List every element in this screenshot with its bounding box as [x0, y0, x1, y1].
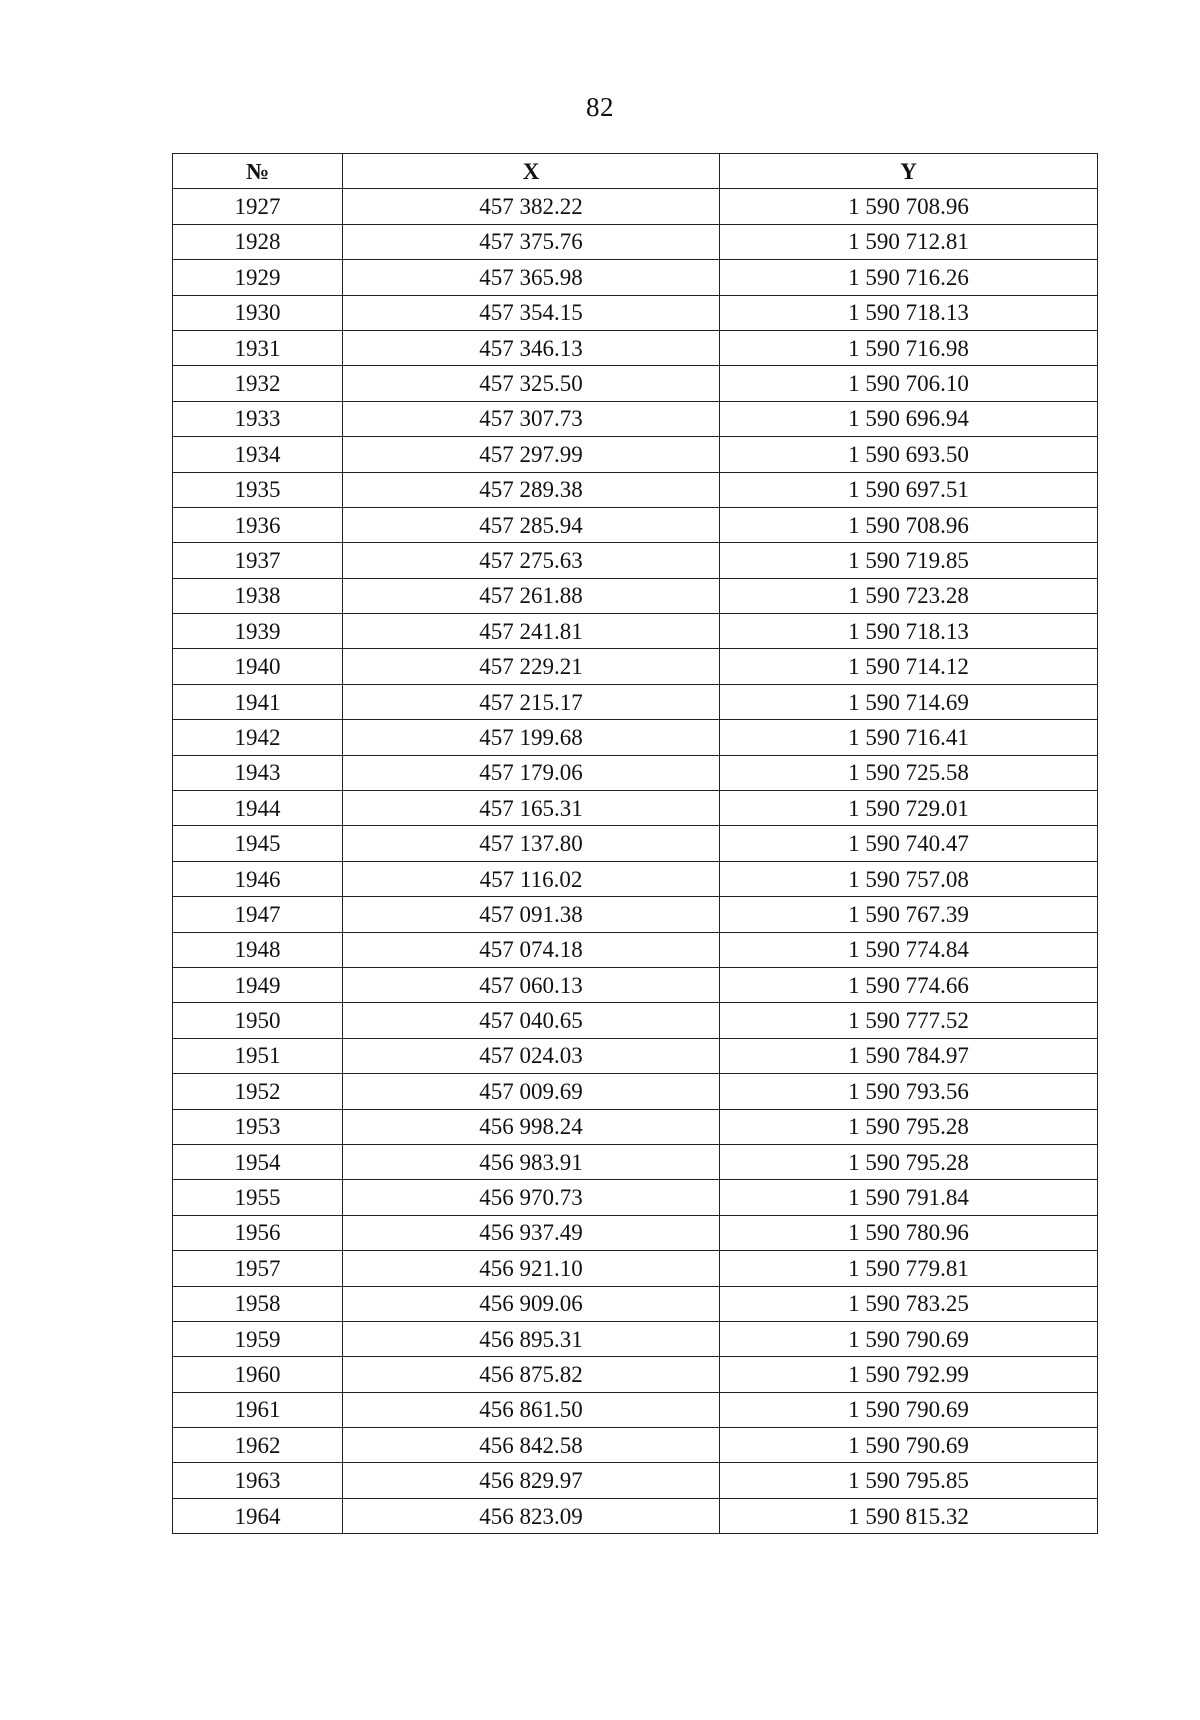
table-row — [173, 1321, 1098, 1356]
table-row — [173, 401, 1098, 436]
y-coordinate-cell: 1 590 777.52 — [720, 1003, 1098, 1038]
x-coordinate-cell: 457 241.81 — [343, 614, 720, 649]
point-number-cell: 1946 — [173, 861, 343, 896]
point-number-cell: 1929 — [173, 260, 343, 295]
y-coordinate-cell: 1 590 693.50 — [720, 437, 1098, 472]
point-number-cell: 1963 — [173, 1463, 343, 1498]
x-coordinate-cell: 457 165.31 — [343, 791, 720, 826]
x-coordinate-cell: 457 289.38 — [343, 472, 720, 507]
table-row — [173, 932, 1098, 967]
x-coordinate-cell: 456 829.97 — [343, 1463, 720, 1498]
y-coordinate-cell: 1 590 725.58 — [720, 755, 1098, 790]
x-coordinate-cell: 456 895.31 — [343, 1321, 720, 1356]
table-row — [173, 1428, 1098, 1463]
x-coordinate-cell: 456 842.58 — [343, 1428, 720, 1463]
y-coordinate-cell: 1 590 716.26 — [720, 260, 1098, 295]
x-coordinate-cell: 456 861.50 — [343, 1392, 720, 1427]
point-number-cell: 1927 — [173, 189, 343, 224]
x-coordinate-cell: 457 179.06 — [343, 755, 720, 790]
y-coordinate-cell: 1 590 790.69 — [720, 1392, 1098, 1427]
point-number-cell: 1957 — [173, 1251, 343, 1286]
table-row — [173, 1038, 1098, 1073]
point-number-cell: 1956 — [173, 1215, 343, 1250]
table-row — [173, 1251, 1098, 1286]
x-coordinate-cell: 457 091.38 — [343, 897, 720, 932]
table-row — [173, 1392, 1098, 1427]
table-row — [173, 1144, 1098, 1179]
point-number-cell: 1940 — [173, 649, 343, 684]
y-coordinate-cell: 1 590 815.32 — [720, 1498, 1098, 1533]
x-coordinate-cell: 457 382.22 — [343, 189, 720, 224]
x-coordinate-cell: 457 285.94 — [343, 507, 720, 542]
point-number-cell: 1952 — [173, 1074, 343, 1109]
point-number-cell: 1942 — [173, 720, 343, 755]
y-coordinate-cell: 1 590 780.96 — [720, 1215, 1098, 1250]
point-number-cell: 1939 — [173, 614, 343, 649]
y-coordinate-cell: 1 590 729.01 — [720, 791, 1098, 826]
x-coordinate-cell: 457 024.03 — [343, 1038, 720, 1073]
table-row — [173, 224, 1098, 259]
point-number-cell: 1948 — [173, 932, 343, 967]
x-coordinate-cell: 457 375.76 — [343, 224, 720, 259]
table-row — [173, 543, 1098, 578]
x-coordinate-cell: 457 365.98 — [343, 260, 720, 295]
y-coordinate-cell: 1 590 706.10 — [720, 366, 1098, 401]
x-coordinate-cell: 457 275.63 — [343, 543, 720, 578]
x-coordinate-cell: 457 009.69 — [343, 1074, 720, 1109]
point-number-cell: 1932 — [173, 366, 343, 401]
table-row — [173, 366, 1098, 401]
point-number-cell: 1943 — [173, 755, 343, 790]
table-row — [173, 861, 1098, 896]
y-coordinate-cell: 1 590 718.13 — [720, 614, 1098, 649]
y-coordinate-cell: 1 590 774.66 — [720, 967, 1098, 1002]
point-number-cell: 1931 — [173, 330, 343, 365]
point-number-cell: 1959 — [173, 1321, 343, 1356]
table-row — [173, 967, 1098, 1002]
table-row — [173, 1003, 1098, 1038]
point-number-cell: 1928 — [173, 224, 343, 259]
point-number-cell: 1930 — [173, 295, 343, 330]
y-coordinate-cell: 1 590 774.84 — [720, 932, 1098, 967]
x-coordinate-cell: 457 215.17 — [343, 684, 720, 719]
x-coordinate-cell: 457 297.99 — [343, 437, 720, 472]
y-coordinate-cell: 1 590 767.39 — [720, 897, 1098, 932]
point-number-cell: 1944 — [173, 791, 343, 826]
table-row — [173, 437, 1098, 472]
x-coordinate-cell: 456 921.10 — [343, 1251, 720, 1286]
table-row — [173, 295, 1098, 330]
y-coordinate-cell: 1 590 795.85 — [720, 1463, 1098, 1498]
table-row — [173, 614, 1098, 649]
x-coordinate-cell: 456 983.91 — [343, 1144, 720, 1179]
coordinates-table — [172, 153, 1098, 1534]
point-number-cell: 1933 — [173, 401, 343, 436]
table-body — [173, 189, 1098, 1534]
point-number-cell: 1936 — [173, 507, 343, 542]
y-coordinate-cell: 1 590 795.28 — [720, 1144, 1098, 1179]
x-coordinate-cell: 457 040.65 — [343, 1003, 720, 1038]
table-row — [173, 1498, 1098, 1533]
y-coordinate-cell: 1 590 697.51 — [720, 472, 1098, 507]
table-row — [173, 472, 1098, 507]
point-number-cell: 1964 — [173, 1498, 343, 1533]
y-coordinate-cell: 1 590 791.84 — [720, 1180, 1098, 1215]
y-coordinate-cell: 1 590 795.28 — [720, 1109, 1098, 1144]
point-number-cell: 1960 — [173, 1357, 343, 1392]
table-row — [173, 897, 1098, 932]
table-row — [173, 755, 1098, 790]
point-number-cell: 1961 — [173, 1392, 343, 1427]
y-coordinate-cell: 1 590 719.85 — [720, 543, 1098, 578]
table-row — [173, 1215, 1098, 1250]
y-coordinate-cell: 1 590 714.69 — [720, 684, 1098, 719]
x-coordinate-cell: 457 325.50 — [343, 366, 720, 401]
y-coordinate-cell: 1 590 757.08 — [720, 861, 1098, 896]
y-coordinate-cell: 1 590 712.81 — [720, 224, 1098, 259]
header-x: X — [343, 154, 720, 189]
y-coordinate-cell: 1 590 784.97 — [720, 1038, 1098, 1073]
y-coordinate-cell: 1 590 716.41 — [720, 720, 1098, 755]
point-number-cell: 1934 — [173, 437, 343, 472]
table-row — [173, 260, 1098, 295]
x-coordinate-cell: 457 354.15 — [343, 295, 720, 330]
y-coordinate-cell: 1 590 740.47 — [720, 826, 1098, 861]
point-number-cell: 1949 — [173, 967, 343, 1002]
x-coordinate-cell: 457 074.18 — [343, 932, 720, 967]
x-coordinate-cell: 457 116.02 — [343, 861, 720, 896]
page-number: 82 — [586, 92, 614, 122]
header-y: Y — [720, 154, 1098, 189]
point-number-cell: 1938 — [173, 578, 343, 613]
y-coordinate-cell: 1 590 718.13 — [720, 295, 1098, 330]
x-coordinate-cell: 456 998.24 — [343, 1109, 720, 1144]
x-coordinate-cell: 456 970.73 — [343, 1180, 720, 1215]
x-coordinate-cell: 457 346.13 — [343, 330, 720, 365]
x-coordinate-cell: 457 137.80 — [343, 826, 720, 861]
x-coordinate-cell: 457 261.88 — [343, 578, 720, 613]
table-row — [173, 720, 1098, 755]
x-coordinate-cell: 457 307.73 — [343, 401, 720, 436]
y-coordinate-cell: 1 590 790.69 — [720, 1321, 1098, 1356]
point-number-cell: 1950 — [173, 1003, 343, 1038]
x-coordinate-cell: 456 823.09 — [343, 1498, 720, 1533]
header-number: № — [173, 154, 343, 189]
x-coordinate-cell: 457 199.68 — [343, 720, 720, 755]
point-number-cell: 1951 — [173, 1038, 343, 1073]
y-coordinate-cell: 1 590 696.94 — [720, 401, 1098, 436]
point-number-cell: 1935 — [173, 472, 343, 507]
x-coordinate-cell: 457 229.21 — [343, 649, 720, 684]
table-row — [173, 826, 1098, 861]
table-row — [173, 189, 1098, 224]
y-coordinate-cell: 1 590 708.96 — [720, 507, 1098, 542]
x-coordinate-cell: 457 060.13 — [343, 967, 720, 1002]
x-coordinate-cell: 456 875.82 — [343, 1357, 720, 1392]
y-coordinate-cell: 1 590 779.81 — [720, 1251, 1098, 1286]
point-number-cell: 1937 — [173, 543, 343, 578]
table-header-row — [173, 154, 1098, 189]
y-coordinate-cell: 1 590 723.28 — [720, 578, 1098, 613]
table-row — [173, 1286, 1098, 1321]
point-number-cell: 1945 — [173, 826, 343, 861]
table-row — [173, 330, 1098, 365]
y-coordinate-cell: 1 590 792.99 — [720, 1357, 1098, 1392]
point-number-cell: 1953 — [173, 1109, 343, 1144]
table-row — [173, 1109, 1098, 1144]
y-coordinate-cell: 1 590 793.56 — [720, 1074, 1098, 1109]
table-row — [173, 1357, 1098, 1392]
point-number-cell: 1947 — [173, 897, 343, 932]
x-coordinate-cell: 456 909.06 — [343, 1286, 720, 1321]
point-number-cell: 1958 — [173, 1286, 343, 1321]
y-coordinate-cell: 1 590 708.96 — [720, 189, 1098, 224]
point-number-cell: 1941 — [173, 684, 343, 719]
y-coordinate-cell: 1 590 783.25 — [720, 1286, 1098, 1321]
table-row — [173, 507, 1098, 542]
y-coordinate-cell: 1 590 790.69 — [720, 1428, 1098, 1463]
table-row — [173, 578, 1098, 613]
table-row — [173, 1463, 1098, 1498]
point-number-cell: 1954 — [173, 1144, 343, 1179]
x-coordinate-cell: 456 937.49 — [343, 1215, 720, 1250]
table-row — [173, 649, 1098, 684]
point-number-cell: 1962 — [173, 1428, 343, 1463]
table-row — [173, 791, 1098, 826]
y-coordinate-cell: 1 590 714.12 — [720, 649, 1098, 684]
table-row — [173, 684, 1098, 719]
point-number-cell: 1955 — [173, 1180, 343, 1215]
table-row — [173, 1180, 1098, 1215]
y-coordinate-cell: 1 590 716.98 — [720, 330, 1098, 365]
table-row — [173, 1074, 1098, 1109]
